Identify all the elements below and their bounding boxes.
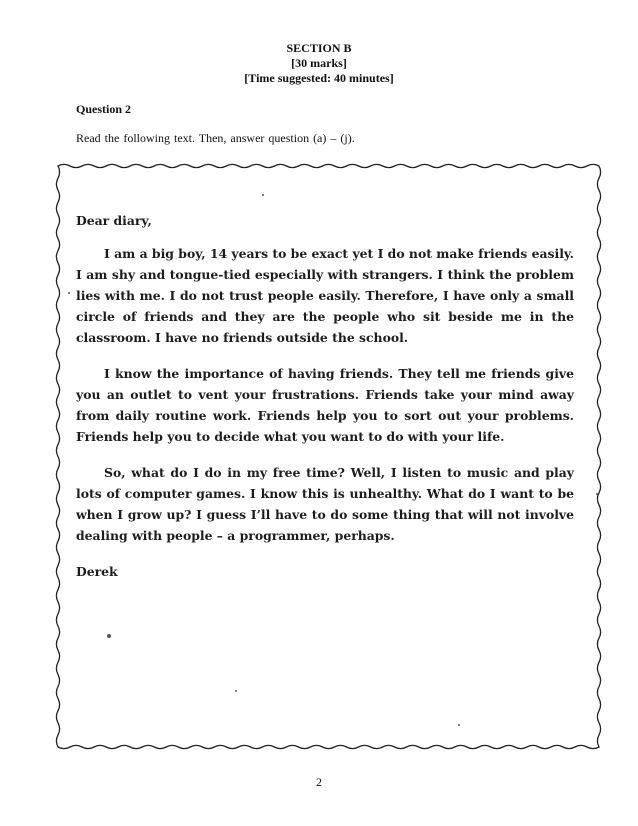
question-instruction: Read the following text. Then, answer question (a) – (j). (76, 131, 355, 145)
question-title: Question 2 (76, 102, 132, 116)
scan-speck (68, 292, 70, 294)
scan-speck (235, 690, 237, 692)
scan-speck (458, 724, 460, 726)
letter-paragraph-3: So, what do I do in my free time? Well, I listen to music and play lots of computer games. I know this is unhealthy. What do I want to be when I grow up? I guess I’ll have to do some thing that will not involve dealing with people – a programmer, perhaps. (76, 465, 574, 543)
letter-salutation: Dear diary, (76, 213, 152, 228)
page-number: 2 (316, 775, 322, 789)
scan-speck (107, 634, 111, 638)
scan-speck (596, 493, 598, 495)
section-heading: SECTION B (286, 41, 352, 55)
letter-paragraph-1: I am a big boy, 14 years to be exact yet I do not make friends easily. I am shy and tongue-tied especially with strangers. I think the problem lies with me. I do not trust people easily. Therefore, I have only a small circle of friends and they are the people who sit beside me in the classroom. I have no friends outside the school. (76, 246, 574, 345)
diary-letter (76, 210, 574, 582)
time-suggested-label: [Time suggested: 40 minutes] (244, 71, 394, 85)
marks-label: [30 marks] (291, 56, 347, 70)
letter-paragraph-2: I know the importance of having friends. They tell me friends give you an outlet to vent your frustrations. Friends take your mind away from daily routine work. Friends help you to sort out your problems. Friends help you to decide what you want to do with your life. (76, 366, 574, 444)
scan-speck (262, 194, 264, 196)
letter-signature: Derek (76, 564, 118, 579)
